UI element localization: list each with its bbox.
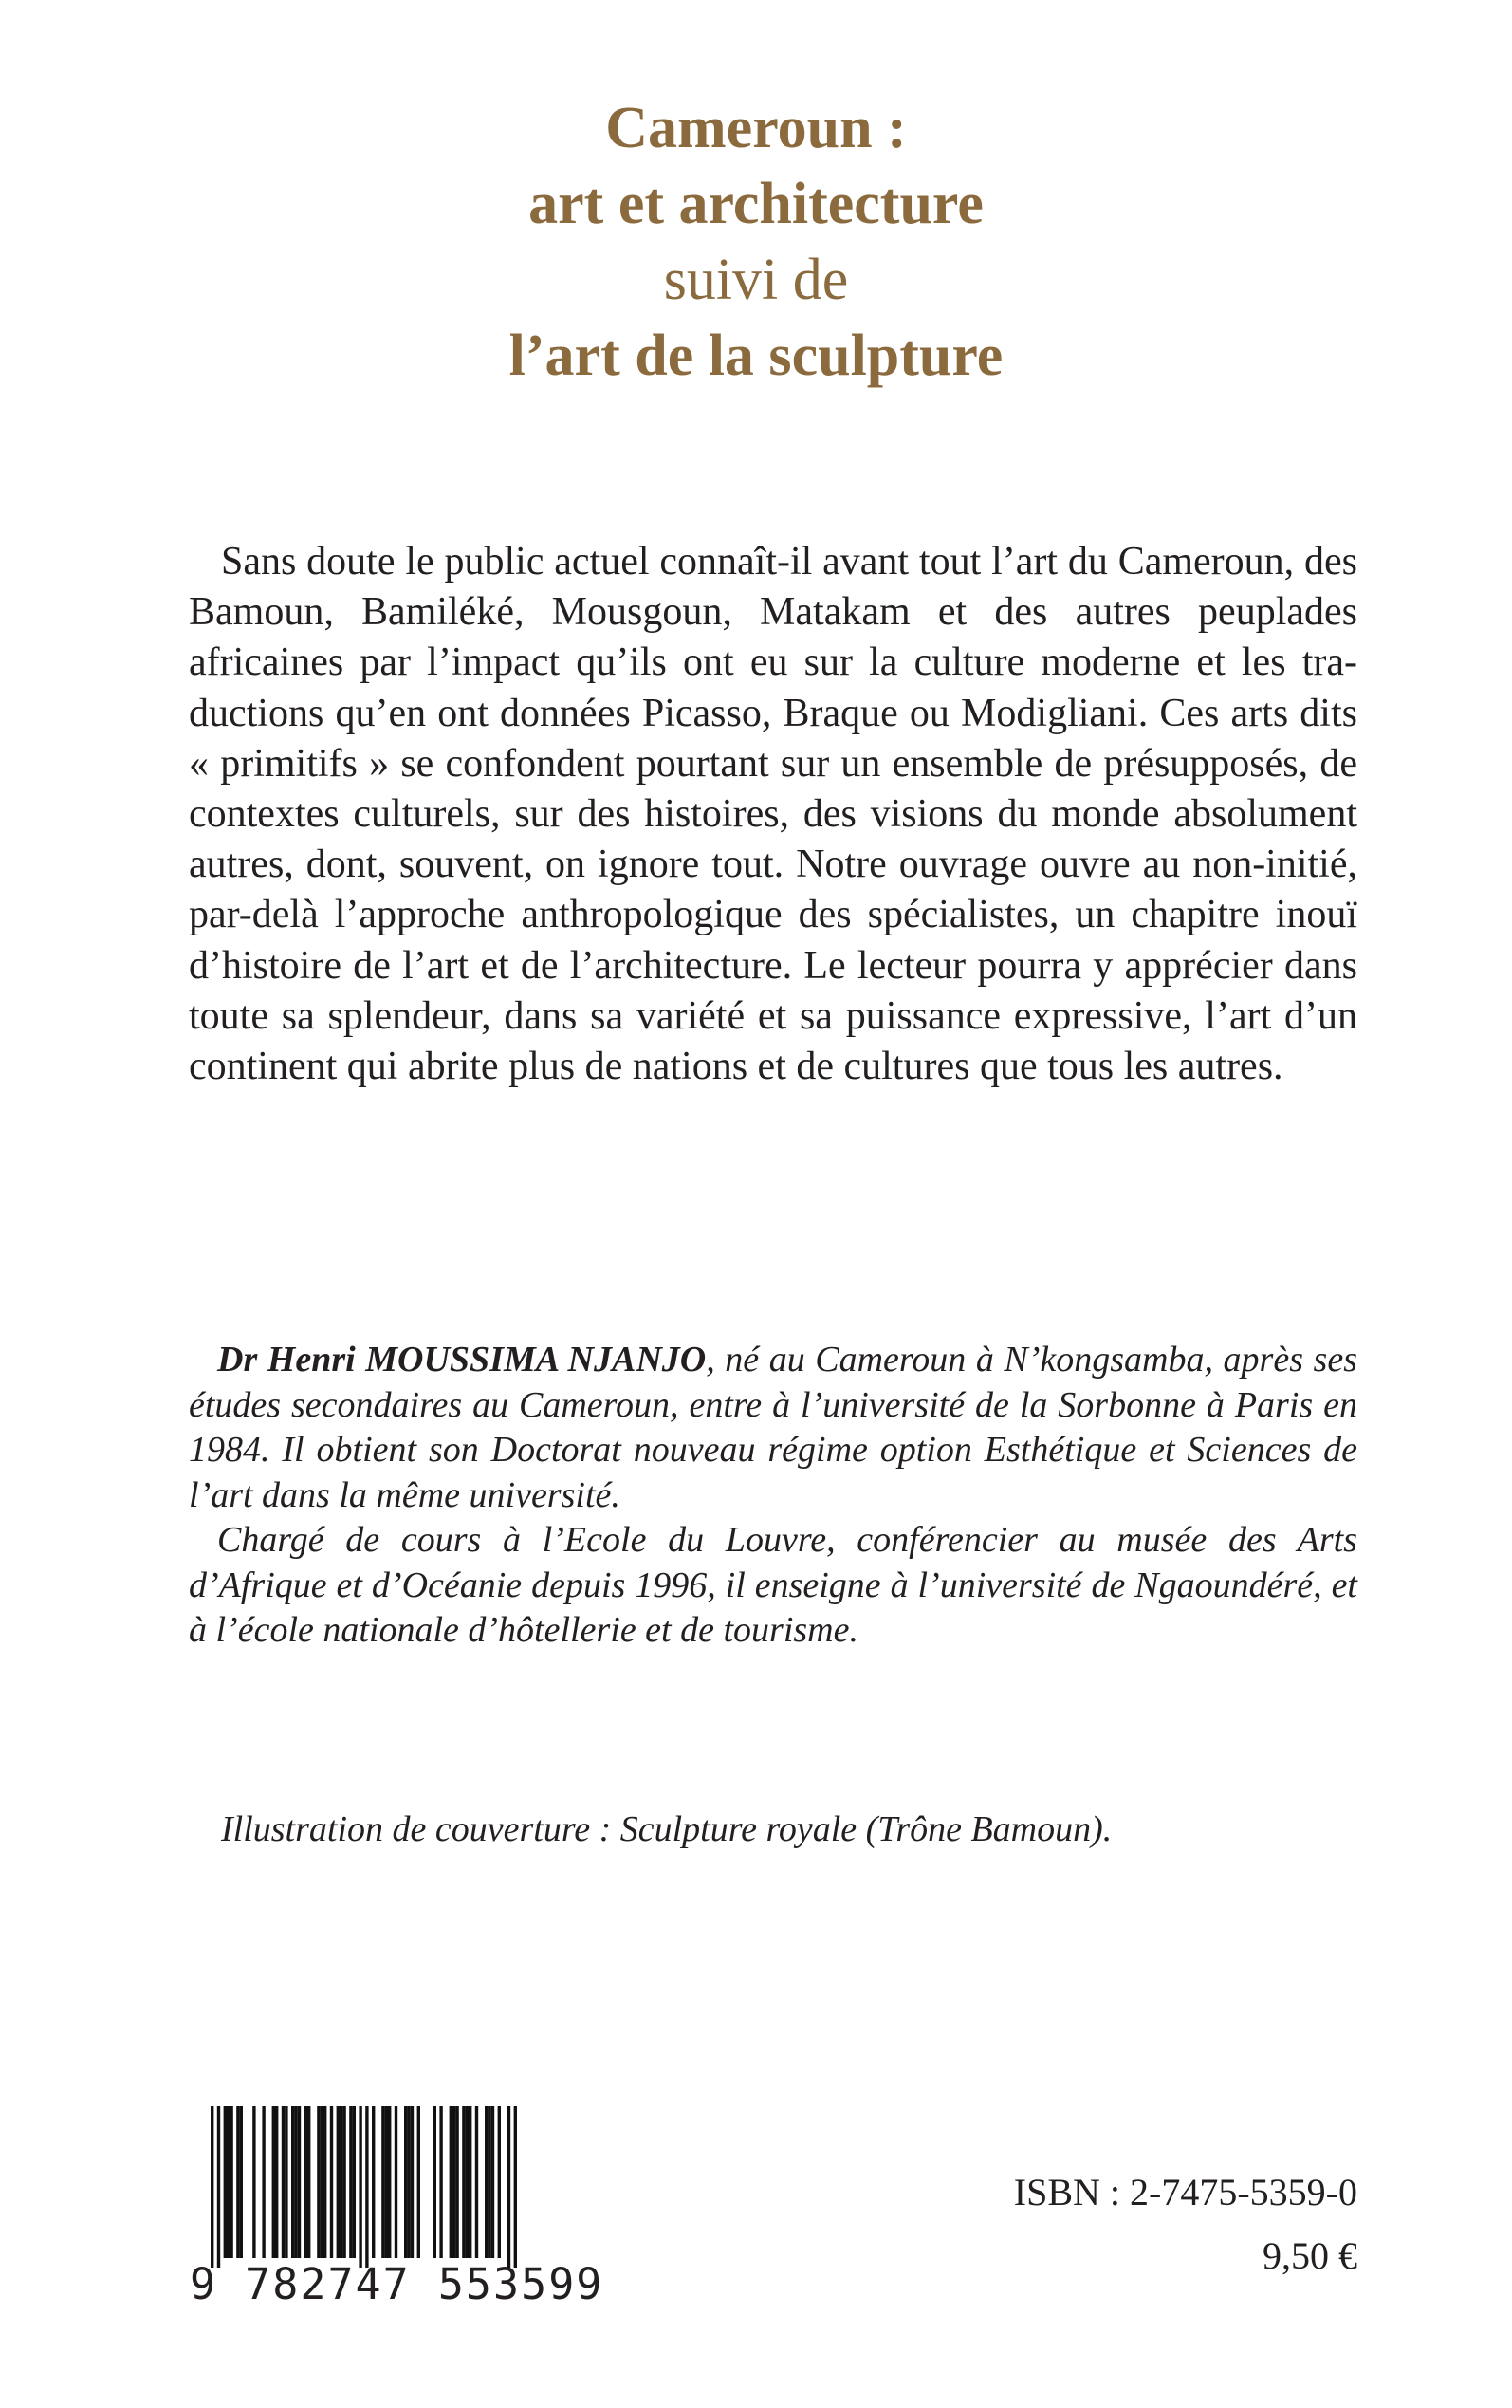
barcode-bar <box>491 2106 494 2258</box>
barcode-bar <box>411 2106 414 2258</box>
barcode-bar <box>298 2106 301 2258</box>
barcode-bar <box>275 2106 278 2258</box>
barcode-bar <box>466 2106 469 2258</box>
barcode-bar <box>307 2106 310 2258</box>
barcode-bar <box>417 2106 420 2258</box>
barcode-bar <box>455 2106 458 2258</box>
barcode-bar <box>217 2106 220 2268</box>
author-bio-text-1: , né au Cameroun à N’kongsamba, après ses études secondaires au Cameroun, entre à l’université de la Sorbonne à Paris en 1984. Il obtient son Doctorat nouveau régime option Esthétique et Sciences de l’art dans la même université. <box>189 1340 1357 1515</box>
barcode-bar <box>365 2106 368 2268</box>
back-cover-blurb: Sans doute le public actuel connaît-il avant tout l’art du Cameroun, des Bamoun, Bamiléké, Mousgoun, Matakam et des autres peuplades africaines par l’impact qu’ils ont eu sur la culture moderne et les traductions qu’en ont données Picasso, Braque ou Modigliani. Ces arts dits « primitifs » se confondent pourtant sur un ensemble de présupposés, de contextes culturels, sur des histoires, des visions du monde absolument autres, dont, souvent, on ignore tout. Notre ouvrage ouvre au non-initié, par-delà l’approche anthropologique des spécialistes, un chapitre inouï d’histoire de l’art et de l’architecture. Le lecteur pourra y apprécier dans toute sa splendeur, dans sa variété et sa puissance expressive, l’art d’un continent qui abrite plus de nations et de cultures que tous les autres. <box>189 540 1357 1089</box>
barcode-bars <box>190 2106 550 2268</box>
barcode-bar <box>488 2106 490 2258</box>
barcode-bar <box>381 2106 384 2258</box>
barcode-bar <box>359 2106 361 2268</box>
barcode-bar <box>294 2106 297 2258</box>
barcode-bar <box>317 2106 320 2258</box>
author-bio <box>189 1338 1357 1654</box>
barcode-bar <box>439 2106 442 2258</box>
barcode-bar <box>291 2106 294 2258</box>
barcode-bar <box>372 2106 375 2258</box>
barcode-bar <box>227 2106 230 2258</box>
isbn: ISBN : 2-7475-5359-0 <box>1013 2171 1357 2214</box>
barcode-bar <box>452 2106 455 2258</box>
barcode-bar <box>330 2106 333 2258</box>
barcode-bar <box>282 2106 285 2258</box>
barcode-bar <box>507 2106 510 2268</box>
author-name: Dr Henri MOUSSIMA NJANJO <box>217 1340 707 1380</box>
barcode-bar <box>498 2106 501 2258</box>
illustration-credit: Illustration de couverture : Sculpture royale (Trône Bamoun). <box>221 1809 1113 1849</box>
barcode-bar <box>388 2106 391 2258</box>
barcode-bar <box>385 2106 388 2258</box>
barcode-digits: 9 782747 553599 <box>190 2259 604 2309</box>
barcode-bar <box>272 2106 275 2258</box>
barcode-bar <box>395 2106 397 2258</box>
price: 9,50 € <box>1263 2234 1357 2277</box>
barcode-bar <box>404 2106 407 2258</box>
barcode-bar <box>485 2106 488 2258</box>
barcode-bar <box>323 2106 326 2258</box>
barcode-bar <box>211 2106 213 2268</box>
barcode-bar <box>462 2106 465 2258</box>
barcode <box>190 2106 550 2268</box>
barcode-bar <box>433 2106 436 2258</box>
author-bio-paragraph-2: Chargé de cours à l’Ecole du Louvre, conférencier au musée des Arts d’Afrique et d’Océanie depuis 1996, il enseigne à l’université de Ngaoundéré, et à l’école nationale d’hôtellerie et de tourisme. <box>189 1520 1357 1650</box>
title-line-3: suivi de <box>663 248 849 312</box>
title-line-4: l’art de la sculpture <box>508 324 1004 388</box>
barcode-bar <box>285 2106 287 2258</box>
barcode-bar <box>353 2106 356 2258</box>
barcode-bar <box>514 2106 517 2268</box>
title-line-1: Cameroun : <box>605 96 907 160</box>
barcode-bar <box>450 2106 452 2258</box>
barcode-bar <box>342 2106 345 2258</box>
barcode-bar <box>349 2106 352 2258</box>
barcode-bar <box>407 2106 410 2258</box>
barcode-bar <box>340 2106 342 2258</box>
barcode-bar <box>475 2106 478 2258</box>
barcode-bar <box>224 2106 227 2258</box>
barcode-bar <box>240 2106 243 2258</box>
title-line-2: art et architecture <box>528 172 984 236</box>
barcode-bar <box>469 2106 471 2258</box>
book-title <box>0 90 1512 394</box>
barcode-bar <box>321 2106 323 2258</box>
barcode-bar <box>230 2106 232 2258</box>
barcode-bar <box>337 2106 340 2258</box>
barcode-bar <box>252 2106 255 2258</box>
barcode-bar <box>236 2106 239 2258</box>
barcode-bar <box>304 2106 307 2258</box>
barcode-bar <box>262 2106 265 2258</box>
author-bio-paragraph-1 <box>189 1338 1357 1518</box>
